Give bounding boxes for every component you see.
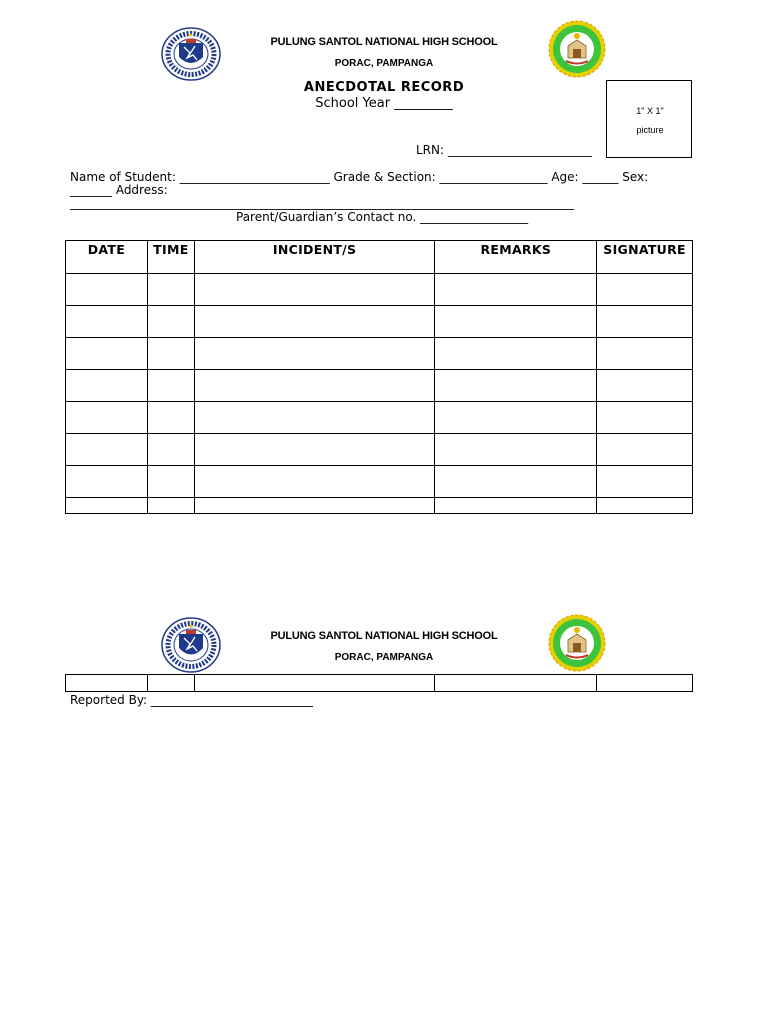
cell-time[interactable] — [147, 274, 194, 306]
cell-remarks[interactable] — [435, 498, 597, 514]
header-remarks: REMARKS — [435, 241, 597, 274]
cell-remarks[interactable] — [435, 338, 597, 370]
cell-remarks[interactable] — [435, 402, 597, 434]
record-table — [65, 240, 693, 514]
school-seal-icon — [546, 614, 608, 672]
cell-date[interactable] — [66, 306, 148, 338]
cell-time[interactable] — [147, 434, 194, 466]
table-row — [66, 274, 693, 306]
cell-time[interactable] — [147, 498, 194, 514]
school-year-field[interactable]: School Year _________ — [315, 96, 453, 111]
picture-box[interactable] — [606, 80, 692, 158]
cell-signature[interactable] — [597, 434, 693, 466]
cell-remarks[interactable] — [435, 675, 597, 692]
cell-signature[interactable] — [597, 306, 693, 338]
header-time: TIME — [147, 241, 194, 274]
table-row — [66, 434, 693, 466]
table-row — [66, 370, 693, 402]
school-location: PORAC, PAMPANGA — [334, 652, 434, 663]
table-row — [66, 466, 693, 498]
school-seal-icon — [546, 20, 608, 78]
table-row — [66, 338, 693, 370]
picture-size-label: 1" X 1" — [636, 106, 664, 116]
reported-by-field[interactable]: Reported By: ___________________________ — [70, 693, 313, 707]
cell-signature[interactable] — [597, 466, 693, 498]
cell-incident[interactable] — [194, 498, 435, 514]
lrn-field[interactable]: LRN: ________________________ — [416, 143, 592, 157]
cell-signature[interactable] — [597, 274, 693, 306]
cell-time[interactable] — [147, 338, 194, 370]
cell-date[interactable] — [66, 434, 148, 466]
cell-remarks[interactable] — [435, 306, 597, 338]
cell-incident[interactable] — [194, 306, 435, 338]
cell-time[interactable] — [147, 306, 194, 338]
cell-remarks[interactable] — [435, 370, 597, 402]
cell-date[interactable] — [66, 498, 148, 514]
cell-incident[interactable] — [194, 675, 435, 692]
school-name: PULUNG SANTOL NATIONAL HIGH SCHOOL — [270, 36, 498, 48]
table-header-row — [66, 241, 693, 274]
table-row — [66, 498, 693, 514]
cell-time[interactable] — [147, 402, 194, 434]
student-info-line[interactable]: Name of Student: _________________________ Grade & Section: __________________ Age: ______ Sex: — [70, 170, 649, 184]
school-location: PORAC, PAMPANGA — [334, 58, 434, 69]
cell-incident[interactable] — [194, 466, 435, 498]
cell-signature[interactable] — [597, 498, 693, 514]
cell-incident[interactable] — [194, 434, 435, 466]
cell-date[interactable] — [66, 338, 148, 370]
cell-incident[interactable] — [194, 338, 435, 370]
picture-label: picture — [636, 125, 664, 135]
header-signature: SIGNATURE — [597, 241, 693, 274]
header-date: DATE — [66, 241, 148, 274]
cell-date[interactable] — [66, 675, 148, 692]
cell-signature[interactable] — [597, 402, 693, 434]
cell-remarks[interactable] — [435, 466, 597, 498]
cell-date[interactable] — [66, 370, 148, 402]
record-table-continued — [65, 674, 693, 692]
table-row — [66, 306, 693, 338]
cell-date[interactable] — [66, 402, 148, 434]
cell-signature[interactable] — [597, 675, 693, 692]
address-line[interactable]: _______ Address: — [70, 183, 168, 197]
cell-remarks[interactable] — [435, 434, 597, 466]
cell-date[interactable] — [66, 274, 148, 306]
table-row — [66, 402, 693, 434]
contact-line[interactable]: Parent/Guardian’s Contact no. __________________ — [236, 210, 529, 224]
cell-time[interactable] — [147, 675, 194, 692]
document-title: ANECDOTAL RECORD — [303, 80, 465, 95]
cell-signature[interactable] — [597, 370, 693, 402]
table-row — [66, 675, 693, 692]
header-incidents: INCIDENT/S — [194, 241, 435, 274]
cell-remarks[interactable] — [435, 274, 597, 306]
cell-incident[interactable] — [194, 370, 435, 402]
address-underline: ____________________________________________________________________________________ — [70, 196, 574, 210]
cell-signature[interactable] — [597, 338, 693, 370]
deped-seal-icon — [160, 27, 222, 81]
school-name: PULUNG SANTOL NATIONAL HIGH SCHOOL — [270, 630, 498, 642]
deped-seal-icon — [160, 617, 222, 673]
cell-date[interactable] — [66, 466, 148, 498]
cell-time[interactable] — [147, 466, 194, 498]
cell-time[interactable] — [147, 370, 194, 402]
cell-incident[interactable] — [194, 402, 435, 434]
cell-incident[interactable] — [194, 274, 435, 306]
